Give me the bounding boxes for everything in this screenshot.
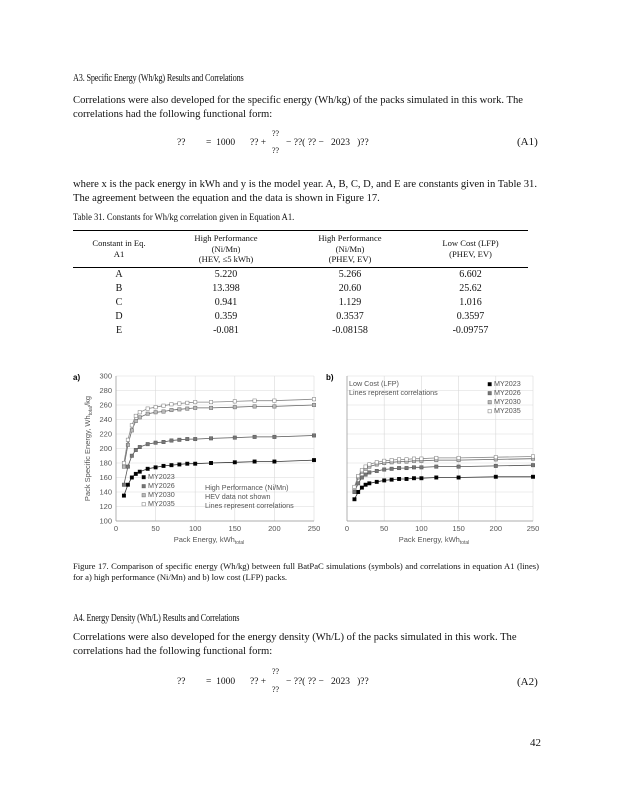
chart-annotation: Lines represent correlations <box>205 501 294 510</box>
x-tick-label: 50 <box>380 524 389 533</box>
correlation-line-my2026 <box>354 465 533 492</box>
table-cell: 5.220 <box>214 269 238 280</box>
table-cell: 0.359 <box>214 311 238 322</box>
x-tick-label: 0 <box>113 524 119 533</box>
table-cell: 20.60 <box>338 283 362 294</box>
data-point-my2035 <box>170 403 173 406</box>
data-point-my2026 <box>353 490 356 493</box>
table-cell: 1.129 <box>338 297 362 308</box>
table-header-row <box>73 231 528 268</box>
table-cell: 1.016 <box>459 297 482 308</box>
data-point-my2026 <box>170 439 173 442</box>
x-tick-label: 100 <box>415 524 428 533</box>
correlation-line-my2035 <box>354 457 533 487</box>
correlation-line-my2023 <box>354 477 533 500</box>
data-point-my2023 <box>364 483 367 486</box>
legend-entry: MY2023 <box>148 472 175 481</box>
correlation-line-my2035 <box>124 399 314 463</box>
data-point-my2023 <box>397 477 400 480</box>
legend-entry: MY2026 <box>148 481 175 490</box>
data-point-my2035 <box>457 456 460 459</box>
data-point-my2035 <box>412 457 415 460</box>
equation-lhs: ?? <box>177 677 186 687</box>
table-31 <box>73 230 528 338</box>
section-a4-paragraph: Correlations were also developed for the energy density (Wh/L) of the packs simulated in this work. The correlations had the following functional form: <box>73 632 517 657</box>
legend-entry: MY2030 <box>148 490 175 499</box>
data-point-my2035 <box>360 469 363 472</box>
data-point-my2023 <box>162 464 165 467</box>
data-point-my2035 <box>253 399 256 402</box>
y-tick-label: 180 <box>99 458 112 468</box>
data-point-my2023 <box>368 482 371 485</box>
chart-annotation: Lines represent correlations <box>349 388 438 397</box>
legend-marker <box>488 392 491 395</box>
data-point-my2035 <box>146 407 149 410</box>
data-point-my2023 <box>178 463 181 466</box>
legend-entry: MY2026 <box>494 388 521 397</box>
data-point-my2030 <box>186 407 189 410</box>
data-point-my2026 <box>405 466 408 469</box>
data-point-my2023 <box>253 460 256 463</box>
y-tick-label: 160 <box>99 473 112 482</box>
header-line: (PHEV, EV) <box>328 254 372 264</box>
data-point-my2035 <box>356 474 359 477</box>
header-hp-phev <box>287 231 413 268</box>
y-axis-label-subscript: total <box>88 405 94 416</box>
data-point-my2035 <box>383 459 386 462</box>
figure-17 <box>70 366 548 554</box>
y-tick-label: 120 <box>99 502 112 511</box>
legend-entry: MY2035 <box>148 499 175 508</box>
table-row <box>73 267 528 282</box>
x-tick-label: 150 <box>452 524 465 533</box>
data-point-my2030 <box>122 465 125 468</box>
data-point-my2035 <box>186 401 189 404</box>
data-point-my2023 <box>122 494 125 497</box>
data-point-my2023 <box>356 490 359 493</box>
table-cell: -0.09757 <box>452 325 489 336</box>
data-point-my2026 <box>368 471 371 474</box>
legend-marker <box>142 494 145 497</box>
header-line: (HEV, ≤5 kWh) <box>198 254 254 264</box>
data-point-my2035 <box>375 461 378 464</box>
data-point-my2023 <box>360 486 363 489</box>
data-point-my2023 <box>134 472 137 475</box>
x-tick-label: 250 <box>307 524 321 533</box>
legend-marker <box>488 401 491 404</box>
data-point-my2030 <box>178 408 181 411</box>
legend-marker <box>488 410 491 413</box>
data-point-my2023 <box>170 463 173 466</box>
equation-lhs: ?? <box>177 138 186 148</box>
data-point-my2026 <box>130 454 133 457</box>
table-cell: 0.941 <box>214 297 238 308</box>
x-tick-label: 250 <box>526 524 540 533</box>
data-point-my2026 <box>360 476 363 479</box>
page-number: 42 <box>530 737 541 749</box>
data-point-my2030 <box>194 406 197 409</box>
equation-number: (A1) <box>517 136 538 148</box>
data-point-my2026 <box>146 442 149 445</box>
data-point-my2035 <box>134 414 137 417</box>
legend-entry: MY2030 <box>494 397 521 406</box>
data-point-my2026 <box>364 473 367 476</box>
data-point-my2030 <box>209 406 212 409</box>
data-point-my2026 <box>126 465 129 468</box>
data-point-my2030 <box>253 405 256 408</box>
table-cell: 6.602 <box>459 269 482 280</box>
data-point-my2023 <box>154 466 157 469</box>
x-tick-label: 200 <box>489 524 503 533</box>
equation-fraction-numerator: ?? <box>272 129 280 138</box>
data-point-my2023 <box>383 479 386 482</box>
y-tick-label: 200 <box>99 444 112 453</box>
data-point-my2026 <box>397 466 400 469</box>
data-point-my2026 <box>273 435 276 438</box>
data-point-my2026 <box>383 468 386 471</box>
x-tick-label: 100 <box>188 524 202 533</box>
data-point-my2030 <box>138 416 141 419</box>
data-point-my2023 <box>209 461 212 464</box>
data-point-my2026 <box>122 483 125 486</box>
data-point-my2035 <box>154 405 157 408</box>
y-tick-label: 140 <box>99 487 112 497</box>
data-point-my2035 <box>233 400 236 403</box>
data-point-my2023 <box>457 476 460 479</box>
data-point-my2026 <box>531 463 534 466</box>
legend-marker <box>142 476 145 479</box>
section-a3-heading: A3. Specific Energy (Wh/kg) Results and Correlations <box>73 73 244 84</box>
data-point-my2035 <box>494 456 497 459</box>
data-point-my2026 <box>312 434 315 437</box>
data-point-my2026 <box>138 445 141 448</box>
data-point-my2026 <box>134 448 137 451</box>
data-point-my2023 <box>390 478 393 481</box>
table-cell: 0.3597 <box>456 311 485 322</box>
data-point-my2035 <box>162 404 165 407</box>
data-point-my2026 <box>457 465 460 468</box>
data-point-my2026 <box>420 466 423 469</box>
data-point-my2023 <box>186 462 189 465</box>
y-tick-label: 220 <box>99 429 112 439</box>
panel-label: b) <box>326 373 334 382</box>
header-line: (Ni/Mn) <box>211 243 241 254</box>
data-point-my2030 <box>170 408 173 411</box>
legend-entry: MY2035 <box>494 406 521 415</box>
chart-panel-a <box>73 372 320 547</box>
header-line: (PHEV, EV) <box>449 248 492 259</box>
equation-rhs-exponent: − ??( ?? − 2023 )?? <box>286 138 369 148</box>
y-axis-label: Pack Specific Energy, $Wh_{total}/kg$ <box>83 395 94 502</box>
data-point-my2030 <box>134 419 137 422</box>
equation-fraction-numerator: ?? <box>272 667 280 676</box>
data-point-my2026 <box>162 440 165 443</box>
data-point-my2035 <box>353 485 356 488</box>
data-point-my2035 <box>531 455 534 458</box>
table-cell: -0.081 <box>213 325 239 336</box>
data-point-my2035 <box>126 438 129 441</box>
data-point-my2026 <box>233 436 236 439</box>
data-point-my2023 <box>405 477 408 480</box>
data-point-my2035 <box>130 424 133 427</box>
chart-annotation: Low Cost (LFP) <box>349 379 399 388</box>
x-axis-label-subscript: total <box>459 540 470 546</box>
x-axis-label-subscript: total <box>234 540 245 546</box>
table-row <box>73 310 528 324</box>
header-line: Low Cost (LFP) <box>442 238 499 249</box>
equation-a1 <box>0 128 618 158</box>
equation-rhs-coeff: = 1000 <box>206 138 236 148</box>
section-a3-paragraph-2: where x is the pack energy in kWh and y is the model year. A, B, C, D, and E are constants given in Table 31. The agreement between the equation and the data is shown in Figure 17. <box>73 179 537 204</box>
header-lfp <box>413 231 528 268</box>
data-point-my2023 <box>412 477 415 480</box>
data-point-my2026 <box>375 469 378 472</box>
table-cell: A <box>115 269 123 280</box>
header-constant <box>73 231 165 268</box>
data-point-my2023 <box>435 476 438 479</box>
x-axis-label: Pack Energy, kWh$_{total}$ <box>173 535 245 546</box>
table-cell: 5.266 <box>338 269 362 280</box>
legend-marker <box>142 503 145 506</box>
data-point-my2026 <box>390 467 393 470</box>
data-point-my2035 <box>312 398 315 401</box>
x-tick-label: 0 <box>344 524 350 533</box>
x-axis-label: Pack Energy, kWh$_{total}$ <box>398 535 470 546</box>
equation-a2 <box>0 666 618 696</box>
header-line: (Ni/Mn) <box>335 243 365 254</box>
figure-caption: Figure 17. Comparison of specific energy (Wh/kg) between full BatPaC simulations (symbols) and correlations in equation A1 (lines) for a) high performance (Ni/Mn) and b) low cost (LFP) packs. <box>73 561 539 582</box>
chart-annotation: HEV data not shown <box>205 492 271 501</box>
equation-rhs-term: ?? + <box>250 138 267 148</box>
data-point-my2035 <box>194 400 197 403</box>
y-tick-label: 240 <box>99 415 112 424</box>
data-point-my2026 <box>178 438 181 441</box>
data-point-my2030 <box>312 403 315 406</box>
table-cell: 13.398 <box>212 283 240 294</box>
data-point-my2023 <box>375 480 378 483</box>
table-caption: Table 31. Constants for Wh/kg correlation given in Equation A1. <box>73 213 295 223</box>
data-point-my2035 <box>273 399 276 402</box>
equation-number: (A2) <box>517 676 538 688</box>
table-row <box>73 296 528 310</box>
data-point-my2026 <box>194 437 197 440</box>
data-point-my2023 <box>531 475 534 478</box>
data-point-my2030 <box>273 405 276 408</box>
header-line: High Performance <box>194 233 258 243</box>
legend-entry: MY2023 <box>494 379 521 388</box>
data-point-my2023 <box>126 483 129 486</box>
data-point-my2026 <box>154 441 157 444</box>
x-tick-label: 50 <box>151 524 160 533</box>
data-point-my2026 <box>209 437 212 440</box>
y-tick-label: 280 <box>99 386 112 395</box>
legend-marker <box>488 383 491 386</box>
equation-rhs-coeff: = 1000 <box>206 677 236 687</box>
table-row <box>73 282 528 296</box>
equation-rhs-term: ?? + <box>250 677 267 687</box>
table-cell: 25.62 <box>459 283 482 294</box>
data-point-my2035 <box>368 463 371 466</box>
table-row <box>73 324 528 338</box>
data-point-my2030 <box>233 405 236 408</box>
y-tick-label: 100 <box>99 516 112 526</box>
panel-label: a) <box>73 373 81 382</box>
data-point-my2035 <box>122 461 125 464</box>
data-point-my2035 <box>420 457 423 460</box>
data-point-my2026 <box>186 437 189 440</box>
header-line: High Performance <box>318 233 382 243</box>
table-cell: E <box>115 325 123 336</box>
table-cell: B <box>115 283 123 294</box>
data-point-my2023 <box>420 477 423 480</box>
data-point-my2035 <box>138 411 141 414</box>
data-point-my2030 <box>146 412 149 415</box>
data-point-my2030 <box>154 411 157 414</box>
data-point-my2023 <box>138 470 141 473</box>
y-tick-label: 260 <box>99 400 112 410</box>
data-point-my2023 <box>194 462 197 465</box>
data-point-my2035 <box>435 456 438 459</box>
data-point-my2026 <box>412 466 415 469</box>
table-cell: 0.3537 <box>336 311 364 322</box>
legend-marker <box>142 485 145 488</box>
section-a3-paragraph: Correlations were also developed for the specific energy (Wh/kg) of the packs simulated in this work. The correlations had the following functional form: <box>73 95 524 120</box>
equation-rhs-exponent: − ??( ?? − 2023 )?? <box>286 677 369 687</box>
data-point-my2030 <box>162 410 165 413</box>
data-point-my2035 <box>364 465 367 468</box>
x-tick-label: 200 <box>268 524 281 533</box>
data-point-my2023 <box>146 467 149 470</box>
equation-fraction-denominator: ?? <box>272 146 280 155</box>
header-line: A1 <box>113 248 125 259</box>
x-tick-label: 150 <box>228 524 242 533</box>
data-point-my2023 <box>312 458 315 461</box>
correlation-line-my2030 <box>124 405 314 467</box>
y-tick-label: 300 <box>99 371 112 381</box>
header-hp-hev <box>165 231 287 268</box>
data-point-my2023 <box>273 460 276 463</box>
table-cell: -0.08158 <box>332 325 368 336</box>
data-point-my2023 <box>233 461 236 464</box>
section-a4-heading: A4. Energy Density (Wh/L) Results and Correlations <box>73 613 240 624</box>
data-point-my2035 <box>390 458 393 461</box>
data-point-my2035 <box>405 458 408 461</box>
y-axis-label-unit: /kg <box>83 395 92 406</box>
data-point-my2023 <box>353 498 356 501</box>
table-cell: C <box>115 297 123 308</box>
data-point-my2026 <box>494 464 497 467</box>
data-point-my2023 <box>494 475 497 478</box>
data-point-my2023 <box>130 476 133 479</box>
data-point-my2035 <box>209 400 212 403</box>
chart-panel-b <box>326 373 539 546</box>
data-point-my2026 <box>435 465 438 468</box>
data-point-my2026 <box>253 435 256 438</box>
table-cell: D <box>115 311 123 322</box>
header-line: Constant in Eq. <box>92 238 146 249</box>
data-point-my2035 <box>178 402 181 405</box>
data-point-my2035 <box>397 458 400 461</box>
chart-annotation: High Performance (Ni/Mn) <box>205 483 289 492</box>
equation-fraction-denominator: ?? <box>272 685 280 694</box>
